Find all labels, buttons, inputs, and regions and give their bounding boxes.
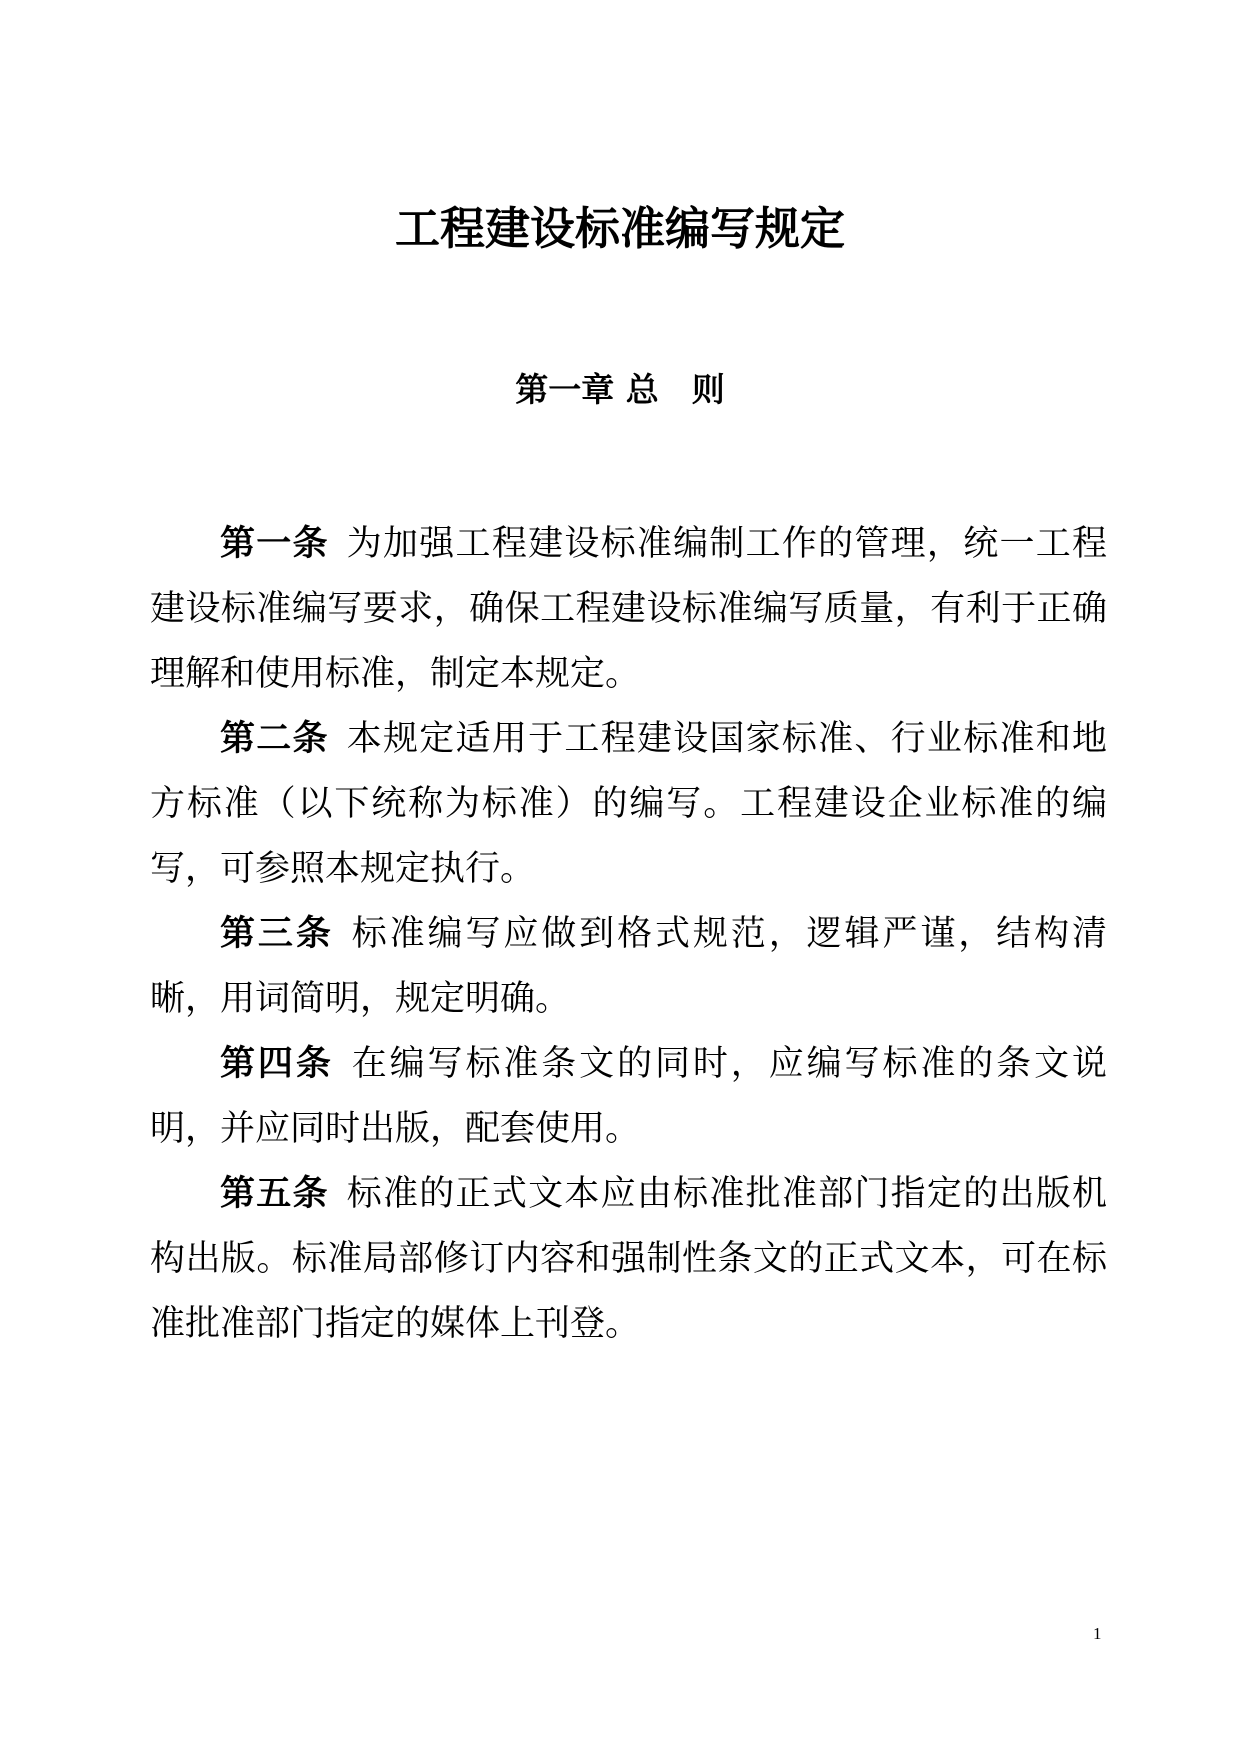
document-body [150, 512, 1107, 1357]
article-5 [150, 1162, 1107, 1357]
article-label: 第三条 [220, 914, 334, 954]
article-text: 为加强工程建设标准编制工作的管理，统一工程建设标准编写要求，确保工程建设标准编写质量，有利于正确理解和使用标准，制定本规定。 [150, 524, 1107, 694]
article-1 [150, 512, 1107, 707]
article-label: 第五条 [220, 1174, 329, 1214]
article-text: 在编写标准条文的同时，应编写标准的条文说明，并应同时出版，配套使用。 [150, 1044, 1107, 1149]
article-label: 第一条 [220, 524, 329, 564]
page-number: 1 [1093, 1624, 1102, 1643]
article-4 [150, 1032, 1107, 1162]
article-label: 第二条 [220, 719, 329, 759]
chapter-heading: 第一章 总 则 [515, 370, 725, 409]
document-title: 工程建设标准编写规定 [394, 202, 845, 255]
article-2 [150, 707, 1107, 902]
article-3 [150, 902, 1107, 1032]
article-text: 标准编写应做到格式规范，逻辑严谨，结构清晰，用词简明，规定明确。 [150, 914, 1107, 1019]
article-label: 第四条 [220, 1044, 334, 1084]
article-text: 标准的正式文本应由标准批准部门指定的出版机构出版。标准局部修订内容和强制性条文的正式文本，可在标准批准部门指定的媒体上刊登。 [150, 1174, 1107, 1344]
article-text: 本规定适用于工程建设国家标准、行业标准和地方标准（以下统称为标准）的编写。工程建设企业标准的编写，可参照本规定执行。 [150, 719, 1107, 889]
